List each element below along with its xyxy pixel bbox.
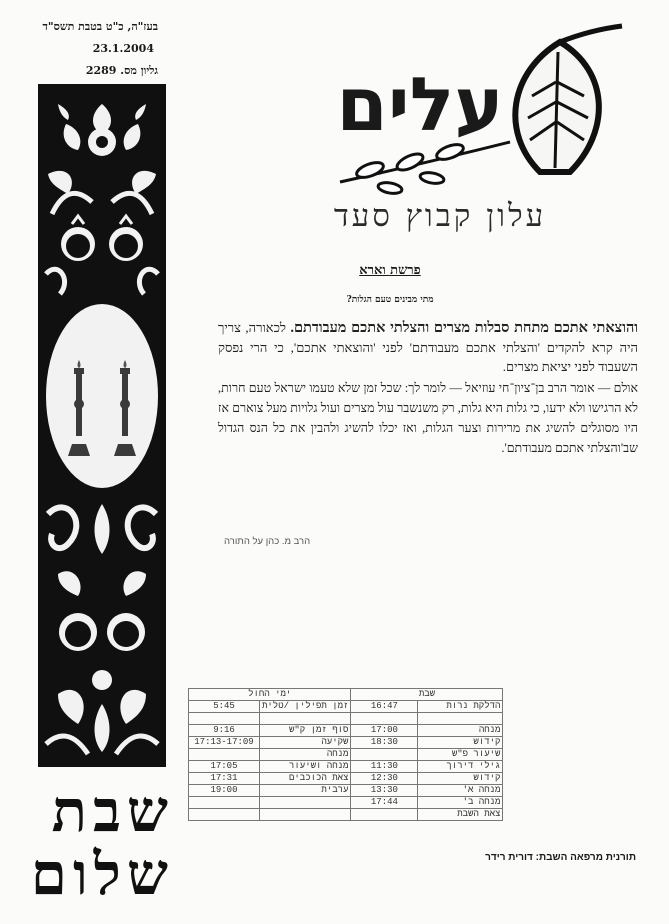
table-cell: שיעור פ"ש (418, 749, 503, 761)
table-cell: מנחה (418, 725, 503, 737)
ornament-graphic (38, 84, 166, 767)
article-body (218, 318, 638, 458)
date-civil: 23.1.2004 (92, 42, 154, 55)
table-cell: 12:30 (351, 773, 418, 785)
table-cell: 17:00 (351, 725, 418, 737)
article-lead: והוצאתי אתכם מתחת סבלות מצרים והצלתי אתכם מעבודתם. (290, 320, 638, 336)
weekday-header: ימי החול (189, 689, 351, 701)
masthead-logo (310, 22, 626, 202)
decorative-side-panel (38, 84, 166, 767)
table-cell: 9:16 (189, 725, 260, 737)
table-row (189, 809, 503, 821)
table-cell: 17:13-17:09 (189, 737, 260, 749)
duty-credits: תורנית מרפאה השבת: דורית רידר (485, 852, 636, 863)
table-row (189, 785, 503, 797)
table-cell: ערבית (260, 785, 351, 797)
table-cell: 5:45 (189, 701, 260, 713)
table-cell: קידוש (418, 737, 503, 749)
table-cell: מנחה ושיעור (260, 761, 351, 773)
article-author: הרב מ. כהן על התורה (224, 536, 311, 547)
table-cell: צאת השבת (418, 809, 503, 821)
shabbat-header: שבת (351, 689, 503, 701)
table-cell (189, 749, 260, 761)
article-question: מתי מבינים טעם הגלות? (346, 295, 434, 305)
table-cell: 11:30 (351, 761, 418, 773)
leaf-icon (515, 26, 622, 172)
table-cell: קידוש (418, 773, 503, 785)
table-cell (189, 797, 260, 809)
article-paragraph (218, 318, 638, 376)
table-row (189, 773, 503, 785)
table-cell: 17:44 (351, 797, 418, 809)
table-row (189, 701, 503, 713)
table-row (189, 797, 503, 809)
article-paragraph: אולם — אומר הרב בן־ציון־חי עוזיאל — לומר לך: שכל זמן שלא טעמו ישראל טעם חרות, לא הרגישו ולא ידעו, כי גלות היא גלות, רק משנשבר עול מצרים ועול גלויות מעל צוארם אז היו מסוגלים להשיג את מרירות וצער הגלות, ואז יכלו להשיג ולהבין את כל הנס הגדול שב'והצלתי אתכם מעבודתם'. (218, 381, 638, 455)
prayer-times-table (188, 688, 503, 821)
table-cell: 18:30 (351, 737, 418, 749)
table-cell: גילי דירוך (418, 761, 503, 773)
table-cell: מנחה (260, 749, 351, 761)
table-cell: צאת הכוכבים (260, 773, 351, 785)
parasha-title: פרשת וארא (359, 263, 421, 278)
greeting-shalom: שלום (30, 840, 174, 908)
table-cell: מנחה א' (418, 785, 503, 797)
table-cell: 13:30 (351, 785, 418, 797)
table-cell (189, 809, 260, 821)
table-cell (351, 809, 418, 821)
table-cell: שקיעה (260, 737, 351, 749)
table-cell (351, 749, 418, 761)
table-spacer (189, 713, 503, 725)
table-cell: מנחה ב' (418, 797, 503, 809)
issue-number: גליון מס. 2289 (85, 64, 158, 77)
table-cell: 16:47 (351, 701, 418, 713)
table-row (189, 737, 503, 749)
table-row (189, 725, 503, 737)
table-header-row (189, 689, 503, 701)
table-cell: 17:05 (189, 761, 260, 773)
logo-text: עלים (336, 62, 504, 148)
table-cell: 19:00 (189, 785, 260, 797)
table-cell: הדלקת נרות (418, 701, 503, 713)
table-row (189, 761, 503, 773)
date-hebrew: בעז"ה, כ"ט בטבת תשס"ד (42, 20, 158, 33)
masthead-subtitle: עלון קבוץ סעד (333, 198, 547, 234)
table-cell (260, 797, 351, 809)
greeting-shabbat: שבת (51, 777, 174, 845)
table-cell (260, 809, 351, 821)
table-cell: סוף זמן ק"ש (260, 725, 351, 737)
table-cell: 17:31 (189, 773, 260, 785)
article-paragraph-rest: לכאורה, צריך היה קרא להקדים 'והצלתי אתכם מעבודתם' לפני 'והוצאתי אתכם', כי הרי נפסק השעבוד לפני יציאת מצרים. (218, 320, 638, 374)
branch-icon (340, 142, 510, 195)
table-cell: זמן תפילין /טלית (260, 701, 351, 713)
table-row (189, 749, 503, 761)
